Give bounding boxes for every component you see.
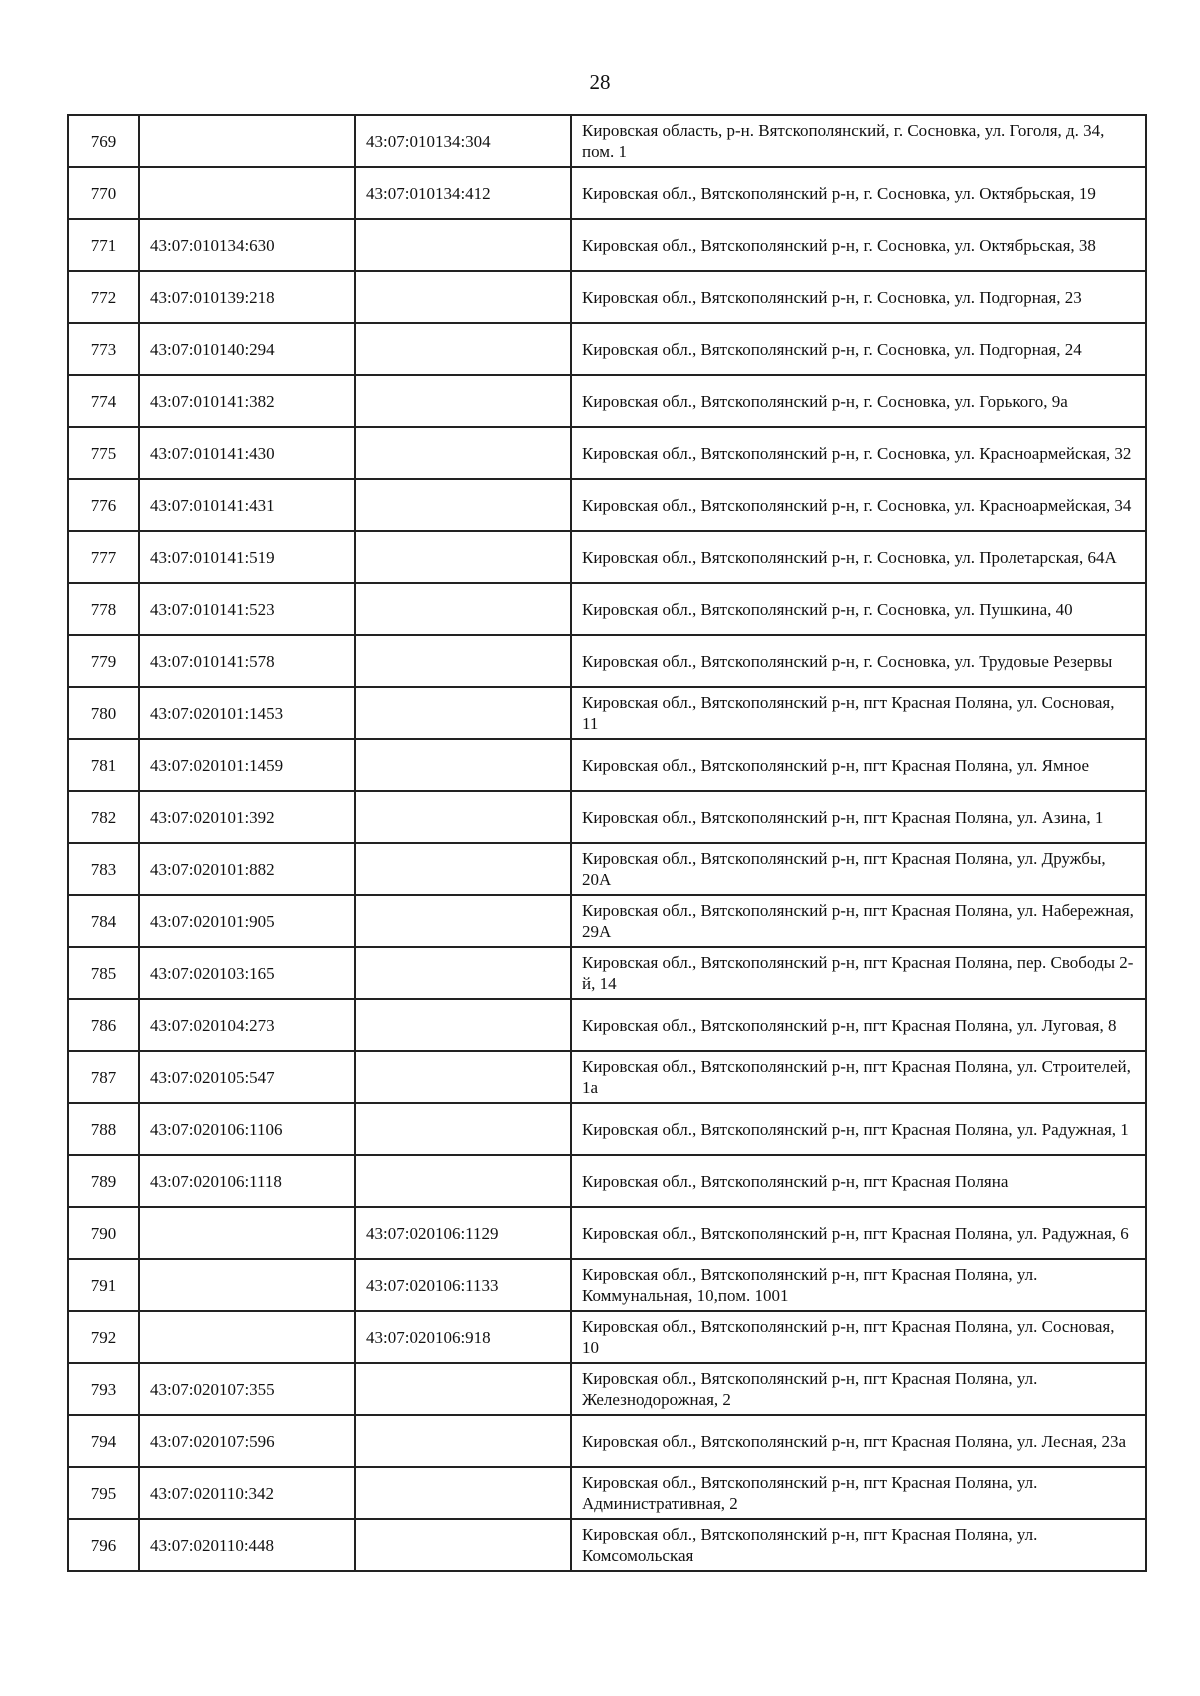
row-number-cell: 773 [68,323,139,375]
land-cadastral-number-cell [139,167,355,219]
row-number-cell: 794 [68,1415,139,1467]
address-cell: Кировская обл., Вятскополянский р-н, г. Сосновка, ул. Красноармейская, 34 [571,479,1146,531]
address-cell: Кировская обл., Вятскополянский р-н, пгт Красная Поляна, ул. Лесная, 23а [571,1415,1146,1467]
object-cadastral-number-cell: 43:07:010134:412 [355,167,571,219]
land-cadastral-number-cell: 43:07:020107:596 [139,1415,355,1467]
land-cadastral-number-cell: 43:07:020101:392 [139,791,355,843]
address-cell: Кировская обл., Вятскополянский р-н, г. Сосновка, ул. Подгорная, 24 [571,323,1146,375]
land-cadastral-number-cell: 43:07:010140:294 [139,323,355,375]
row-number-cell: 780 [68,687,139,739]
address-cell: Кировская обл., Вятскополянский р-н, пгт Красная Поляна, ул. Комсомольская [571,1519,1146,1571]
object-cadastral-number-cell [355,895,571,947]
address-cell: Кировская обл., Вятскополянский р-н, пгт Красная Поляна, ул. Набережная, 29А [571,895,1146,947]
table-row [68,219,1146,271]
table-row [68,1259,1146,1311]
land-cadastral-number-cell: 43:07:020107:355 [139,1363,355,1415]
table-row [68,1519,1146,1571]
table-row [68,739,1146,791]
row-number-cell: 796 [68,1519,139,1571]
address-cell: Кировская обл., Вятскополянский р-н, г. Сосновка, ул. Октябрьская, 38 [571,219,1146,271]
object-cadastral-number-cell [355,739,571,791]
address-cell: Кировская обл., Вятскополянский р-н, г. Сосновка, ул. Трудовые Резервы [571,635,1146,687]
row-number-cell: 784 [68,895,139,947]
address-cell: Кировская обл., Вятскополянский р-н, пгт Красная Поляна, ул. Радужная, 1 [571,1103,1146,1155]
row-number-cell: 770 [68,167,139,219]
object-cadastral-number-cell [355,375,571,427]
registry-table [67,114,1147,1572]
address-cell: Кировская обл., Вятскополянский р-н, г. Сосновка, ул. Пролетарская, 64А [571,531,1146,583]
table-row [68,583,1146,635]
row-number-cell: 771 [68,219,139,271]
land-cadastral-number-cell [139,1311,355,1363]
table-row [68,1415,1146,1467]
object-cadastral-number-cell [355,1467,571,1519]
page-number: 28 [589,70,611,94]
row-number-cell: 788 [68,1103,139,1155]
row-number-cell: 783 [68,843,139,895]
address-cell: Кировская область, р-н. Вятскополянский, г. Сосновка, ул. Гоголя, д. 34, пом. 1 [571,115,1146,167]
address-cell: Кировская обл., Вятскополянский р-н, пгт Красная Поляна, ул. Сосновая, 11 [571,687,1146,739]
land-cadastral-number-cell: 43:07:010141:578 [139,635,355,687]
row-number-cell: 781 [68,739,139,791]
row-number-cell: 789 [68,1155,139,1207]
address-cell: Кировская обл., Вятскополянский р-н, пгт Красная Поляна, ул. Луговая, 8 [571,999,1146,1051]
address-cell: Кировская обл., Вятскополянский р-н, пгт Красная Поляна, ул. Радужная, 6 [571,1207,1146,1259]
object-cadastral-number-cell [355,1155,571,1207]
row-number-cell: 778 [68,583,139,635]
object-cadastral-number-cell [355,479,571,531]
land-cadastral-number-cell: 43:07:010139:218 [139,271,355,323]
object-cadastral-number-cell [355,271,571,323]
land-cadastral-number-cell: 43:07:010141:519 [139,531,355,583]
address-cell: Кировская обл., Вятскополянский р-н, пгт Красная Поляна, ул. Ямное [571,739,1146,791]
object-cadastral-number-cell [355,219,571,271]
row-number-cell: 776 [68,479,139,531]
land-cadastral-number-cell: 43:07:020101:905 [139,895,355,947]
address-cell: Кировская обл., Вятскополянский р-н, пгт Красная Поляна, ул. Административная, 2 [571,1467,1146,1519]
address-cell: Кировская обл., Вятскополянский р-н, г. Сосновка, ул. Подгорная, 23 [571,271,1146,323]
table-row [68,635,1146,687]
address-cell: Кировская обл., Вятскополянский р-н, пгт Красная Поляна, ул. Сосновая, 10 [571,1311,1146,1363]
land-cadastral-number-cell: 43:07:020103:165 [139,947,355,999]
land-cadastral-number-cell [139,1259,355,1311]
object-cadastral-number-cell [355,427,571,479]
object-cadastral-number-cell [355,687,571,739]
address-cell: Кировская обл., Вятскополянский р-н, г. Сосновка, ул. Октябрьская, 19 [571,167,1146,219]
table-row [68,167,1146,219]
table-row [68,531,1146,583]
row-number-cell: 777 [68,531,139,583]
land-cadastral-number-cell: 43:07:010141:430 [139,427,355,479]
table-row [68,1467,1146,1519]
object-cadastral-number-cell [355,1415,571,1467]
row-number-cell: 793 [68,1363,139,1415]
table-row [68,1207,1146,1259]
table-row [68,271,1146,323]
row-number-cell: 782 [68,791,139,843]
table-row [68,323,1146,375]
land-cadastral-number-cell: 43:07:010141:523 [139,583,355,635]
table-row [68,999,1146,1051]
address-cell: Кировская обл., Вятскополянский р-н, пгт Красная Поляна, ул. Азина, 1 [571,791,1146,843]
row-number-cell: 785 [68,947,139,999]
row-number-cell: 775 [68,427,139,479]
object-cadastral-number-cell [355,843,571,895]
table-row [68,479,1146,531]
address-cell: Кировская обл., Вятскополянский р-н, пгт Красная Поляна, ул. Строителей, 1а [571,1051,1146,1103]
land-cadastral-number-cell: 43:07:020110:448 [139,1519,355,1571]
table-row [68,791,1146,843]
land-cadastral-number-cell: 43:07:010134:630 [139,219,355,271]
land-cadastral-number-cell: 43:07:020104:273 [139,999,355,1051]
object-cadastral-number-cell [355,791,571,843]
land-cadastral-number-cell: 43:07:010141:431 [139,479,355,531]
row-number-cell: 790 [68,1207,139,1259]
object-cadastral-number-cell [355,947,571,999]
land-cadastral-number-cell: 43:07:020101:1459 [139,739,355,791]
object-cadastral-number-cell: 43:07:020106:1129 [355,1207,571,1259]
row-number-cell: 772 [68,271,139,323]
row-number-cell: 795 [68,1467,139,1519]
row-number-cell: 769 [68,115,139,167]
address-cell: Кировская обл., Вятскополянский р-н, г. Сосновка, ул. Горького, 9а [571,375,1146,427]
object-cadastral-number-cell [355,1051,571,1103]
table-row [68,1051,1146,1103]
land-cadastral-number-cell: 43:07:020105:547 [139,1051,355,1103]
object-cadastral-number-cell [355,1363,571,1415]
row-number-cell: 786 [68,999,139,1051]
row-number-cell: 774 [68,375,139,427]
row-number-cell: 779 [68,635,139,687]
row-number-cell: 791 [68,1259,139,1311]
registry-rows [68,115,1146,1571]
address-cell: Кировская обл., Вятскополянский р-н, пгт Красная Поляна, ул. Дружбы, 20А [571,843,1146,895]
object-cadastral-number-cell [355,531,571,583]
land-cadastral-number-cell: 43:07:020101:1453 [139,687,355,739]
table-row [68,1155,1146,1207]
object-cadastral-number-cell [355,999,571,1051]
address-cell: Кировская обл., Вятскополянский р-н, г. Сосновка, ул. Красноармейская, 32 [571,427,1146,479]
land-cadastral-number-cell: 43:07:020110:342 [139,1467,355,1519]
object-cadastral-number-cell [355,1519,571,1571]
table-row [68,1363,1146,1415]
object-cadastral-number-cell [355,635,571,687]
object-cadastral-number-cell [355,1103,571,1155]
table-row [68,1103,1146,1155]
land-cadastral-number-cell: 43:07:020106:1118 [139,1155,355,1207]
table-row [68,947,1146,999]
row-number-cell: 787 [68,1051,139,1103]
land-cadastral-number-cell: 43:07:020106:1106 [139,1103,355,1155]
object-cadastral-number-cell: 43:07:020106:918 [355,1311,571,1363]
land-cadastral-number-cell: 43:07:020101:882 [139,843,355,895]
table-row [68,843,1146,895]
address-cell: Кировская обл., Вятскополянский р-н, пгт Красная Поляна [571,1155,1146,1207]
address-cell: Кировская обл., Вятскополянский р-н, г. Сосновка, ул. Пушкина, 40 [571,583,1146,635]
land-cadastral-number-cell: 43:07:010141:382 [139,375,355,427]
object-cadastral-number-cell [355,323,571,375]
row-number-cell: 792 [68,1311,139,1363]
table-row [68,687,1146,739]
address-cell: Кировская обл., Вятскополянский р-н, пгт Красная Поляна, ул. Железнодорожная, 2 [571,1363,1146,1415]
object-cadastral-number-cell: 43:07:020106:1133 [355,1259,571,1311]
table-row [68,895,1146,947]
land-cadastral-number-cell [139,115,355,167]
object-cadastral-number-cell [355,583,571,635]
address-cell: Кировская обл., Вятскополянский р-н, пгт Красная Поляна, ул. Коммунальная, 10,пом. 1001 [571,1259,1146,1311]
land-cadastral-number-cell [139,1207,355,1259]
table-row [68,115,1146,167]
object-cadastral-number-cell: 43:07:010134:304 [355,115,571,167]
table-row [68,375,1146,427]
table-row [68,427,1146,479]
table-row [68,1311,1146,1363]
address-cell: Кировская обл., Вятскополянский р-н, пгт Красная Поляна, пер. Свободы 2-й, 14 [571,947,1146,999]
